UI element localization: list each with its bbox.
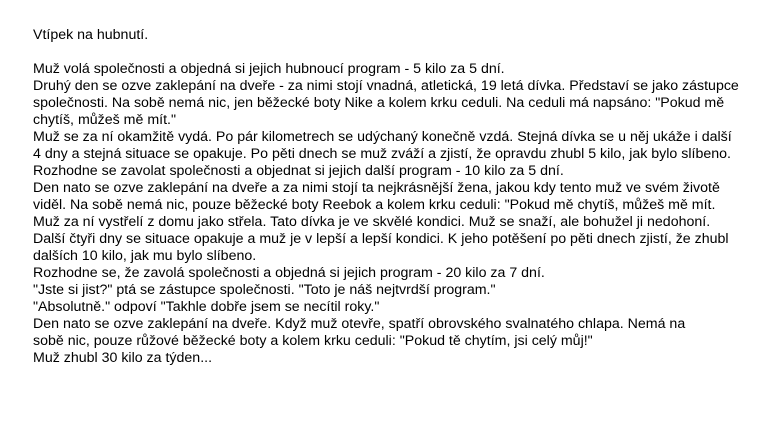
paragraph-5: Den nato se ozve zaklepání na dveře a za nimi stojí ta nejkrásnější žena, jakou kdy tento muž ve svém životě viděl. Na sobě nemá nic, pouze běžecké boty Reebok a kolem krku ceduli: "Pokud mě chytíš, můžeš mě mít. Muž za ní vystřelí z domu jako střela. Tato dívka je ve skvělé kondici. Muž se snaží, ale bohužel ji nedohoní. Další čtyři dny se situace opakuje a muž je v lepší a lepší kondici. K jeho potěšení po pěti dnech zjistí, že zhubl dalších 10 kilo, jak mu bylo slíbeno. bbox=[33, 180, 729, 264]
paragraph-3: Muž se za ní okamžitě vydá. Po pár kilometrech se udýchaný konečně vzdá. Stejná dívka se u něj ukáže i další 4 dny a stejná situace se opakuje. Po pěti dnech se muž zváží a zjistí, že opravdu zhubl 5 kilo, jak bylo slíbeno. bbox=[33, 129, 732, 162]
paragraph-8: "Absolutně." odpoví "Takhle dobře jsem se necítil roky." bbox=[33, 299, 380, 315]
paragraph-4: Rozhodne se zavolat společnosti a objednat si jejich další program - 10 kilo za 5 dní. bbox=[33, 163, 564, 179]
paragraph-1: Muž volá společnosti a objedná si jejich hubnoucí program - 5 kilo za 5 dní. bbox=[33, 61, 505, 77]
paragraph-10: Muž zhubl 30 kilo za týden... bbox=[33, 350, 213, 366]
paragraph-2: Druhý den se ozve zaklepání na dveře - za nimi stojí vnadná, atletická, 19 letá dívka. Představí se jako zástupce společnosti. Na sobě nemá nic, jen běžecké boty Nike a kolem krku ceduli. Na ceduli má napsáno: "Pokud mě chytíš, můžeš mě mít." bbox=[33, 78, 739, 128]
paragraph-7: "Jste si jist?" ptá se zástupce společnosti. "Toto je náš nejtvrdší program." bbox=[33, 282, 496, 298]
paragraph-6: Rozhodne se, že zavolá společnosti a objedná si jejich program - 20 kilo za 7 dní. bbox=[33, 265, 545, 281]
paragraph-9: Den nato se ozve zaklepání na dveře. Když muž otevře, spatří obrovského svalnatého chlapa. Nemá na sobě nic, pouze růžové běžecké boty a kolem krku ceduli: "Pokud tě chytím, jsi celý můj!" bbox=[33, 316, 686, 349]
document-title: Vtípek na hubnutí. bbox=[33, 27, 149, 43]
